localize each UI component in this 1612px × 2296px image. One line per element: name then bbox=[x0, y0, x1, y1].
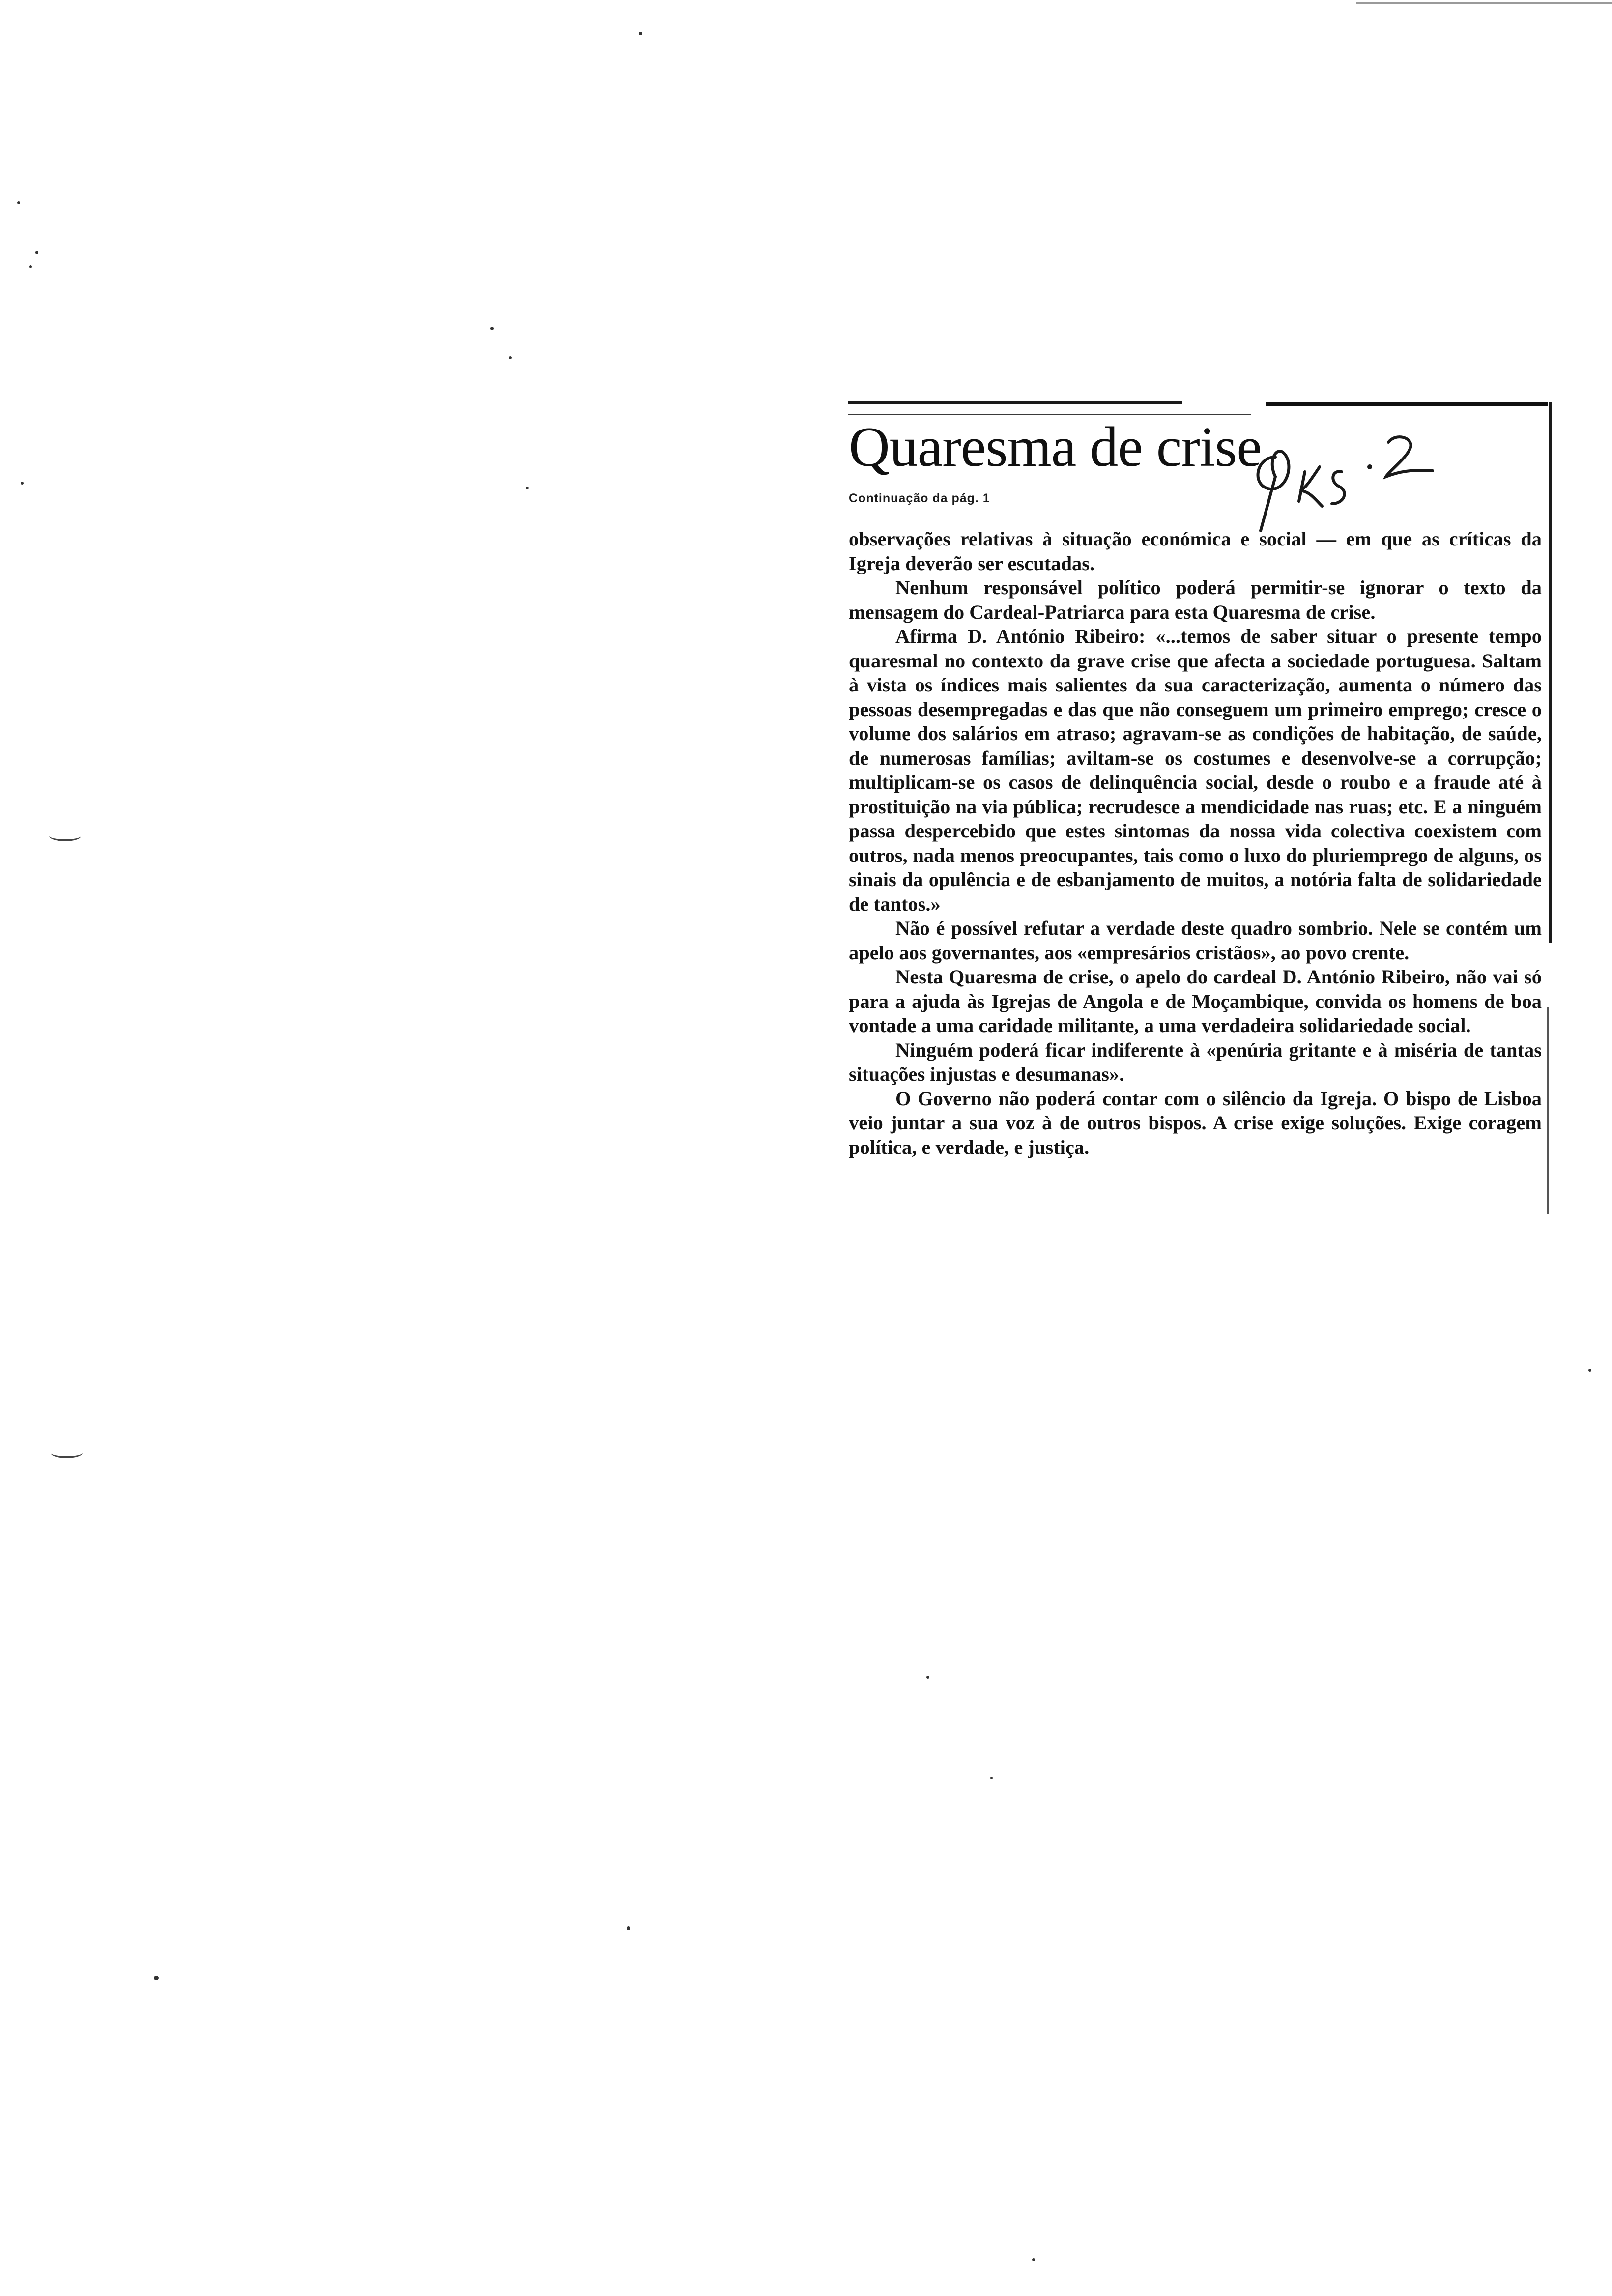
article-paragraph: Nesta Quaresma de crise, o apelo do cardeal D. António Ribeiro, não vai só para a ajuda às Igrejas de Angola e de Moçambique, convida os homens de boa vontade a uma caridade militante, a uma verdadeira solidariedade social. bbox=[849, 966, 1542, 1036]
scan-speck bbox=[1588, 1369, 1591, 1372]
margin-mark bbox=[49, 831, 81, 841]
scan-speck bbox=[154, 1976, 159, 1980]
right-column-rule-lower bbox=[1547, 1007, 1549, 1214]
scan-speck bbox=[509, 356, 512, 359]
article-paragraph: observações relativas à situação económica e social — em que as críticas da Igreja deverão ser escutadas. bbox=[849, 528, 1542, 574]
scan-speck bbox=[490, 327, 494, 330]
top-rule bbox=[848, 401, 1182, 404]
handwritten-annotation bbox=[1241, 403, 1447, 536]
scan-speck bbox=[29, 265, 32, 268]
scan-speck bbox=[639, 32, 642, 35]
scan-speck bbox=[21, 482, 24, 485]
newspaper-clipping bbox=[843, 393, 1551, 1381]
headline: Quaresma de crise bbox=[849, 416, 1262, 479]
right-column-rule bbox=[1549, 402, 1552, 943]
scan-speck bbox=[17, 201, 20, 204]
scan-speck bbox=[990, 1777, 993, 1779]
continuation-note: Continuação da pág. 1 bbox=[849, 491, 990, 505]
article-paragraph: Não é possível refutar a verdade deste quadro sombrio. Nele se contém um apelo aos governantes, aos «empresários cristãos», ao povo crente. bbox=[849, 917, 1542, 964]
margin-mark bbox=[51, 1447, 83, 1458]
scan-edge-line bbox=[1356, 2, 1612, 4]
article-paragraph: Nenhum responsável político poderá permitir-se ignorar o texto da mensagem do Cardeal-Patriarca para esta Quaresma de crise. bbox=[849, 576, 1542, 623]
scan-speck bbox=[1032, 2258, 1035, 2261]
article-paragraph: Ninguém poderá ficar indiferente à «penúria gritante e à miséria de tantas situações injustas e desumanas». bbox=[849, 1038, 1542, 1085]
scan-speck bbox=[627, 1926, 630, 1930]
article-paragraph: Afirma D. António Ribeiro: «...temos de saber situar o presente tempo quaresmal no contexto da grave crise que afecta a sociedade portuguesa. Saltam à vista os índices mais salientes da sua caracterização, aumenta o número das pessoas desempregadas e das que não conseguem um primeiro emprego; cresce o volume dos salários em atraso; agravam-se as condições de habitação, de saúde, de numerosas famílias; aviltam-se os costumes e desenvolve-se a corrupção; multiplicam-se os casos de delinquência social, desde o roubo e a fraude até à prostituição na via pública; recrudesce a mendicidade nas ruas; etc. E a ninguém passa despercebido que estes sintomas da nossa vida colectiva coexistem com outros, nada menos preocupantes, tais como o luxo do pluriemprego de alguns, os sinais da opulência e de esbanjamento de muitos, a notória falta de solidariedade de tantos.» bbox=[849, 625, 1542, 915]
article-body bbox=[849, 527, 1542, 1159]
top-rule-thin bbox=[848, 414, 1251, 415]
article-paragraph: O Governo não poderá contar com o silêncio da Igreja. O bispo de Lisboa veio juntar a sua voz à de outros bispos. A crise exige soluções. Exige coragem política, e verdade, e justiça. bbox=[849, 1087, 1542, 1158]
scan-speck bbox=[926, 1676, 929, 1679]
scan-speck bbox=[35, 251, 38, 254]
scan-speck bbox=[526, 487, 529, 489]
